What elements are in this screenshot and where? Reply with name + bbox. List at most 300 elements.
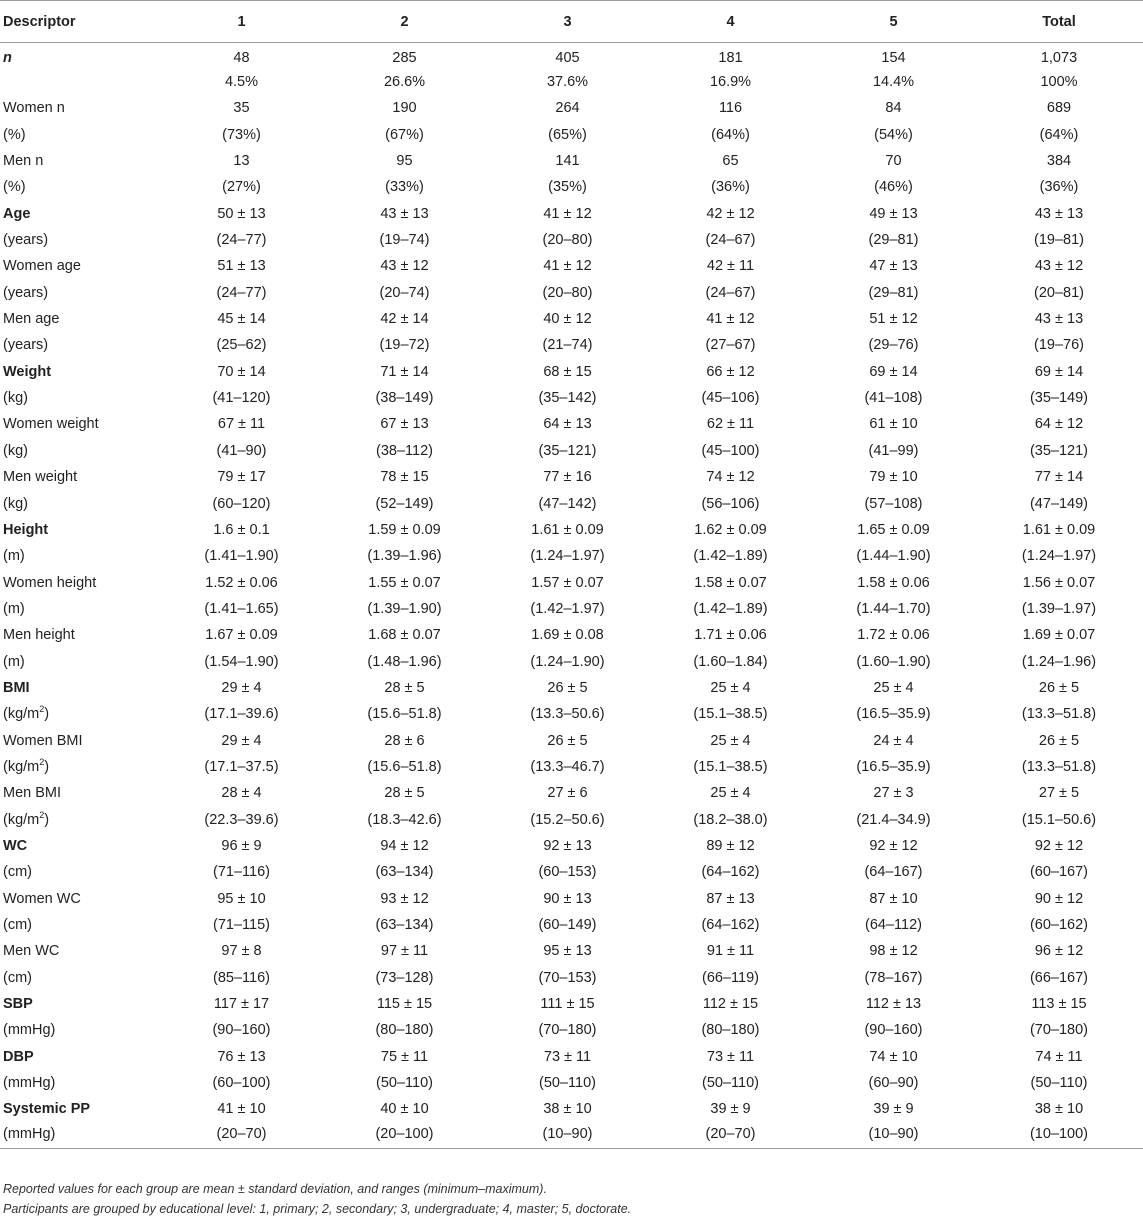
table-row <box>0 859 1143 885</box>
cell-total: 96 ± 12 <box>1034 943 1084 960</box>
cell-group-3: 41 ± 12 <box>543 258 592 275</box>
cell-group-1: (1.41–1.90) <box>204 548 279 565</box>
cell-group-1: 76 ± 13 <box>217 1048 266 1065</box>
cell-total: (19–76) <box>1034 337 1084 354</box>
row-label-text: Women weight <box>3 416 99 433</box>
cell-total: (1.24–1.96) <box>1021 653 1097 670</box>
cell-group-2: (19–74) <box>379 232 430 249</box>
cell-group-2: (52–149) <box>375 495 434 512</box>
cell-group-4: 1.62 ± 0.09 <box>694 521 767 538</box>
cell-total: 43 ± 13 <box>1034 205 1084 222</box>
row-label-text: SBP <box>3 996 33 1013</box>
cell-group-4: (20–70) <box>649 1123 812 1149</box>
cell-group-1: (17.1–39.6) <box>204 706 279 723</box>
cell-total: 1.56 ± 0.07 <box>1022 574 1096 591</box>
cell-group-4: (50–110) <box>702 1075 759 1092</box>
cell-group-2: 28 ± 5 <box>384 785 425 802</box>
cell-group-3: (13.3–50.6) <box>530 706 605 723</box>
table-row <box>0 411 1143 437</box>
table-row <box>0 965 1143 991</box>
cell-group-2: 43 ± 12 <box>380 258 429 275</box>
cell-group-4: 1.58 ± 0.07 <box>694 574 767 591</box>
cell-group-5: (54%) <box>874 126 913 143</box>
cell-group-4: 41 ± 12 <box>706 311 755 328</box>
cell-total: (20–81) <box>1034 284 1084 301</box>
row-label-text: (mmHg) <box>3 1126 56 1143</box>
cell-group-4: (1.42–1.89) <box>693 548 768 565</box>
row-label <box>0 43 160 69</box>
row-label-text: (kg) <box>3 442 28 459</box>
note-line: Reported values for each group are mean ± standard deviation, and ranges (minimum–maximum). <box>3 1182 547 1196</box>
row-label-text: (%) <box>3 126 26 143</box>
cell-group-3: 73 ± 11 <box>543 1048 592 1065</box>
row-label <box>0 1123 160 1149</box>
row-label <box>0 490 160 516</box>
cell-group-3: 77 ± 16 <box>543 469 592 486</box>
cell-total: 1,073 <box>1040 50 1078 67</box>
cell-group-3: (20–80) <box>542 284 593 301</box>
cell-group-1: 50 ± 13 <box>217 205 266 222</box>
cell-total: 26 ± 5 <box>1038 732 1080 749</box>
cell-group-4: (80–180) <box>701 1022 760 1039</box>
cell-group-4: 65 <box>722 153 739 170</box>
row-label-text: (mmHg) <box>3 1022 56 1039</box>
cell-group-2: 97 ± 11 <box>380 943 429 960</box>
header-group-5: 5 <box>812 1 975 43</box>
row-label-text: Men age <box>3 311 60 328</box>
cell-total: 90 ± 12 <box>1034 890 1084 907</box>
cell-group-3: 1.69 ± 0.08 <box>531 627 604 644</box>
cell-group-5: 25 ± 4 <box>873 679 914 696</box>
cell-group-5: (29–81) <box>868 284 919 301</box>
row-label-text: Women BMI <box>3 732 83 749</box>
cell-total: 384 <box>1046 153 1072 170</box>
row-label-text: (m) <box>3 600 25 617</box>
cell-group-4: 66 ± 12 <box>706 363 755 380</box>
row-label-text: n <box>3 50 12 67</box>
cell-group-3: (35–142) <box>538 390 597 407</box>
row-label <box>0 148 160 174</box>
cell-group-2: 43 ± 13 <box>380 205 429 222</box>
row-label-text: Height <box>3 521 49 538</box>
row-label <box>0 833 160 859</box>
cell-total: (13.3–51.8) <box>1021 706 1097 723</box>
cell-group-2: 1.68 ± 0.07 <box>368 627 441 644</box>
row-label-text: Men BMI <box>3 785 62 802</box>
table-row <box>0 201 1143 227</box>
cell-group-4: 74 ± 12 <box>706 469 755 486</box>
cell-group-2: (73–128) <box>375 969 434 986</box>
table-row <box>0 1070 1143 1096</box>
cell-group-1: 4.5% <box>224 74 259 91</box>
cell-group-3: 40 ± 12 <box>543 311 592 328</box>
cell-group-3: 1.57 ± 0.07 <box>531 574 604 591</box>
row-label <box>0 701 160 727</box>
cell-total: 74 ± 11 <box>1035 1048 1083 1065</box>
cell-group-3: (60–153) <box>538 864 597 881</box>
cell-group-4: (27–67) <box>705 337 756 354</box>
cell-group-1: (24–77) <box>216 284 267 301</box>
cell-group-5: (1.44–1.90) <box>856 548 931 565</box>
table-row <box>0 1123 1143 1149</box>
table-row <box>0 938 1143 964</box>
row-label-text: Men height <box>3 627 75 644</box>
header-group-4: 4 <box>649 1 812 43</box>
table-body <box>0 43 1143 1149</box>
cell-total: (15.1–50.6) <box>1021 811 1097 828</box>
cell-group-1: 96 ± 9 <box>221 837 262 854</box>
table-row <box>0 727 1143 753</box>
cell-group-2: 1.55 ± 0.07 <box>368 574 441 591</box>
cell-group-4: (1.42–1.89) <box>693 600 768 617</box>
cell-group-3: (1.42–1.97) <box>530 600 605 617</box>
row-label-text: (cm) <box>3 864 32 881</box>
cell-group-2: 42 ± 14 <box>380 311 429 328</box>
row-label-text: BMI <box>3 679 30 696</box>
table-row <box>0 569 1143 595</box>
row-label <box>0 543 160 569</box>
cell-group-2: 78 ± 15 <box>380 469 429 486</box>
table-row <box>0 148 1143 174</box>
cell-group-3: (70–180) <box>538 1022 597 1039</box>
cell-group-5: (1.44–1.70) <box>856 600 931 617</box>
table-row <box>0 780 1143 806</box>
row-label <box>0 780 160 806</box>
row-label-text: Men weight <box>3 469 78 486</box>
cell-total: (47–149) <box>1029 495 1089 512</box>
cell-group-3: (47–142) <box>538 495 597 512</box>
cell-group-4: (24–67) <box>705 284 756 301</box>
cell-group-3: (1.24–1.90) <box>530 653 605 670</box>
cell-group-5: 39 ± 9 <box>873 1101 914 1118</box>
cell-group-2: (1.39–1.90) <box>367 600 442 617</box>
cell-group-3: 64 ± 13 <box>543 416 592 433</box>
table-row <box>0 1044 1143 1070</box>
cell-group-1: (20–70) <box>160 1123 323 1149</box>
cell-group-1: 1.6 ± 0.1 <box>213 521 270 538</box>
cell-group-2: (20–74) <box>379 284 430 301</box>
cell-group-4: 39 ± 9 <box>710 1101 751 1118</box>
cell-total: (35–149) <box>1029 390 1089 407</box>
row-label <box>0 359 160 385</box>
cell-group-3: (13.3–46.7) <box>530 758 605 775</box>
table-row <box>0 886 1143 912</box>
cell-group-5: (78–167) <box>864 969 923 986</box>
cell-total: (50–110) <box>1030 1075 1088 1092</box>
cell-group-2: 190 <box>392 100 417 117</box>
cell-group-2: (18.3–42.6) <box>367 811 442 828</box>
cell-group-2: 28 ± 5 <box>384 679 425 696</box>
note-line: Participants are grouped by educational level: 1, primary; 2, secondary; 3, undergraduate; 4, master; 5, doctorate. <box>3 1202 632 1216</box>
cell-total: (64%) <box>1039 126 1079 143</box>
cell-group-3: 264 <box>555 100 580 117</box>
cell-total: (36%) <box>1039 179 1079 196</box>
row-label <box>0 886 160 912</box>
header-group-1: 1 <box>160 1 323 43</box>
cell-group-1: (85–116) <box>213 969 270 986</box>
table-row <box>0 385 1143 411</box>
cell-group-4: (64–162) <box>701 917 760 934</box>
cell-group-2: 28 ± 6 <box>384 732 425 749</box>
row-label <box>0 991 160 1017</box>
table-row <box>0 1096 1143 1122</box>
cell-group-4: 25 ± 4 <box>710 679 751 696</box>
cell-group-5: 51 ± 12 <box>869 311 918 328</box>
table-row <box>0 174 1143 200</box>
cell-group-4: (64%) <box>711 126 750 143</box>
cell-group-2: (67%) <box>385 126 424 143</box>
cell-group-5: (21.4–34.9) <box>856 811 931 828</box>
row-label-close-paren: ) <box>44 706 50 723</box>
cell-group-5: 49 ± 13 <box>869 205 918 222</box>
row-label-text: (kg) <box>3 495 28 512</box>
cell-group-5: 69 ± 14 <box>869 363 918 380</box>
cell-group-3: 141 <box>555 153 580 170</box>
row-label <box>0 280 160 306</box>
cell-group-2: (1.48–1.96) <box>367 653 442 670</box>
row-label-text: Age <box>3 205 31 222</box>
cell-group-3: 37.6% <box>546 74 589 91</box>
row-label-text: (m) <box>3 653 25 670</box>
cell-group-2: 115 ± 15 <box>376 996 433 1013</box>
cell-group-4: 112 ± 15 <box>702 996 759 1013</box>
header-group-3: 3 <box>486 1 649 43</box>
cell-group-4: (36%) <box>711 179 750 196</box>
cell-group-2: 67 ± 13 <box>380 416 429 433</box>
row-label <box>0 517 160 543</box>
cell-group-1: 41 ± 10 <box>217 1101 266 1118</box>
cell-group-4: 73 ± 11 <box>706 1048 755 1065</box>
cell-group-4: 1.71 ± 0.06 <box>694 627 767 644</box>
row-label-text: Women WC <box>3 890 81 907</box>
cell-total: 69 ± 14 <box>1034 363 1084 380</box>
row-label-text: Men WC <box>3 943 60 960</box>
cell-group-1: 1.67 ± 0.09 <box>205 627 278 644</box>
cell-group-1: (27%) <box>222 179 261 196</box>
table-row <box>0 543 1143 569</box>
cell-group-2: (63–134) <box>375 917 434 934</box>
cell-group-2: 26.6% <box>383 74 426 91</box>
cell-group-1: 70 ± 14 <box>217 363 266 380</box>
cell-group-5: (64–167) <box>864 864 923 881</box>
cell-total: 92 ± 12 <box>1034 837 1084 854</box>
cell-total: 113 ± 15 <box>1031 996 1087 1013</box>
cell-group-4: (18.2–38.0) <box>693 811 768 828</box>
cell-group-1: (22.3–39.6) <box>204 811 279 828</box>
cell-group-4: 87 ± 13 <box>706 890 755 907</box>
table-row <box>0 622 1143 648</box>
row-label-text: Women n <box>3 100 65 117</box>
cell-group-1: (24–77) <box>216 232 267 249</box>
table-row <box>0 43 1143 69</box>
cell-group-2: (38–112) <box>376 442 433 459</box>
cell-group-1: (90–160) <box>212 1022 271 1039</box>
table-row <box>0 912 1143 938</box>
cell-group-1: 29 ± 4 <box>221 732 262 749</box>
cell-group-2: 95 <box>396 153 413 170</box>
header-row <box>0 1 1143 43</box>
row-label <box>0 332 160 358</box>
table-row <box>0 754 1143 780</box>
cell-total: (1.24–1.97) <box>1021 548 1097 565</box>
cell-group-5: (1.60–1.90) <box>856 653 931 670</box>
cell-group-5: (29–81) <box>868 232 919 249</box>
cell-group-5: 79 ± 10 <box>869 469 918 486</box>
table-row <box>0 95 1143 121</box>
cell-group-4: (64–162) <box>701 864 760 881</box>
row-label <box>0 95 160 121</box>
row-label-close-paren: ) <box>44 811 50 828</box>
cell-group-4: 91 ± 11 <box>706 943 755 960</box>
cell-group-2: (33%) <box>385 179 424 196</box>
cell-group-5: 1.72 ± 0.06 <box>857 627 930 644</box>
table-row <box>0 701 1143 727</box>
row-label <box>0 596 160 622</box>
cell-group-4: (24–67) <box>705 232 756 249</box>
row-label-superscript: 2 <box>39 757 45 768</box>
cell-group-3: 38 ± 10 <box>543 1101 592 1118</box>
row-label <box>0 938 160 964</box>
cell-group-5: 70 <box>885 153 902 170</box>
cell-total: 43 ± 13 <box>1034 311 1084 328</box>
table-row <box>0 648 1143 674</box>
cell-group-4: 116 <box>718 100 743 117</box>
cell-group-5: (57–108) <box>864 495 923 512</box>
cell-total: 100% <box>1040 74 1078 91</box>
header-group-2: 2 <box>323 1 486 43</box>
row-label <box>0 965 160 991</box>
table-row <box>0 490 1143 516</box>
row-label-text: (years) <box>3 232 49 249</box>
row-label <box>0 806 160 832</box>
row-label <box>0 385 160 411</box>
cell-group-1: 95 ± 10 <box>217 890 266 907</box>
cell-group-3: (50–110) <box>539 1075 596 1092</box>
cell-group-5: (29–76) <box>868 337 919 354</box>
cell-group-1: (17.1–37.5) <box>204 758 279 775</box>
cell-group-5: (64–112) <box>865 917 922 934</box>
row-label <box>0 438 160 464</box>
cell-group-2: (19–72) <box>379 337 430 354</box>
cell-group-5: 1.58 ± 0.06 <box>857 574 930 591</box>
table-row <box>0 806 1143 832</box>
cell-group-3: 90 ± 13 <box>543 890 592 907</box>
cell-group-1: 48 <box>233 50 250 67</box>
table-row <box>0 122 1143 148</box>
cell-group-3: (65%) <box>548 126 587 143</box>
cell-group-2: (50–110) <box>376 1075 433 1092</box>
cell-group-1: (71–115) <box>213 917 270 934</box>
row-label-text: Women height <box>3 574 97 591</box>
cell-group-4: (45–106) <box>701 390 760 407</box>
row-label <box>0 227 160 253</box>
row-label <box>0 306 160 332</box>
cell-group-2: 285 <box>392 50 417 67</box>
cell-group-2: 94 ± 12 <box>380 837 429 854</box>
cell-group-3: 27 ± 6 <box>547 785 588 802</box>
table-row <box>0 227 1143 253</box>
cell-group-2: (20–100) <box>323 1123 486 1149</box>
row-label <box>0 464 160 490</box>
cell-group-5: 154 <box>881 50 906 67</box>
cell-group-1: (41–120) <box>212 390 271 407</box>
row-label <box>0 1017 160 1043</box>
cell-group-5: (60–90) <box>868 1075 919 1092</box>
cell-total: 1.69 ± 0.07 <box>1022 627 1096 644</box>
table-row <box>0 464 1143 490</box>
cell-total: 77 ± 14 <box>1034 469 1084 486</box>
cell-group-5: (16.5–35.9) <box>856 758 931 775</box>
row-label-text: (%) <box>3 179 26 196</box>
cell-group-3: 111 ± 15 <box>540 996 595 1013</box>
cell-group-5: 87 ± 10 <box>869 890 918 907</box>
cell-group-4: (66–119) <box>702 969 759 986</box>
cell-group-2: 71 ± 14 <box>380 363 429 380</box>
cell-group-4: 16.9% <box>709 74 752 91</box>
row-label-text: (m) <box>3 548 25 565</box>
row-label-text: Women age <box>3 258 81 275</box>
row-label-text: (mmHg) <box>3 1075 56 1092</box>
row-label <box>0 1096 160 1122</box>
cell-group-3: 68 ± 15 <box>543 363 592 380</box>
cell-group-2: (15.6–51.8) <box>367 706 442 723</box>
row-label-text: (cm) <box>3 969 32 986</box>
cell-total: (60–167) <box>1029 864 1089 881</box>
row-label <box>0 569 160 595</box>
row-label-text: Systemic PP <box>3 1101 91 1118</box>
cell-group-3: 26 ± 5 <box>547 679 588 696</box>
cell-group-2: (15.6–51.8) <box>367 758 442 775</box>
row-label-text: WC <box>3 837 28 854</box>
table-row <box>0 596 1143 622</box>
cell-group-5: (90–160) <box>864 1022 923 1039</box>
cell-group-3: 92 ± 13 <box>543 837 592 854</box>
cell-group-3: (35%) <box>548 179 587 196</box>
cell-total: 43 ± 12 <box>1034 258 1084 275</box>
cell-group-5: 27 ± 3 <box>873 785 914 802</box>
table-row <box>0 675 1143 701</box>
cell-total: (60–162) <box>1029 917 1089 934</box>
cell-group-3: 41 ± 12 <box>543 205 592 222</box>
cell-group-5: (41–108) <box>864 390 923 407</box>
cell-total: (66–167) <box>1029 969 1089 986</box>
cell-group-1: (1.54–1.90) <box>204 653 279 670</box>
cell-group-1: 45 ± 14 <box>217 311 266 328</box>
cell-group-3: (70–153) <box>538 969 597 986</box>
cell-group-3: 26 ± 5 <box>547 732 588 749</box>
cell-group-1: 28 ± 4 <box>221 785 262 802</box>
cell-group-3: (10–90) <box>486 1123 649 1149</box>
cell-group-2: (1.39–1.96) <box>367 548 442 565</box>
cell-group-2: 1.59 ± 0.09 <box>368 521 441 538</box>
row-label <box>0 912 160 938</box>
cell-group-4: 89 ± 12 <box>706 837 755 854</box>
table-row <box>0 833 1143 859</box>
cell-group-1: (41–90) <box>216 442 267 459</box>
row-label-text: (years) <box>3 284 49 301</box>
cell-group-3: 95 ± 13 <box>543 943 592 960</box>
row-label <box>0 648 160 674</box>
cell-total: (1.39–1.97) <box>1021 600 1097 617</box>
cell-group-3: 405 <box>555 50 580 67</box>
row-label-text: Weight <box>3 363 52 380</box>
row-label <box>0 253 160 279</box>
cell-group-3: (15.2–50.6) <box>530 811 605 828</box>
cell-group-5: 61 ± 10 <box>869 416 918 433</box>
cell-group-1: 51 ± 13 <box>217 258 266 275</box>
cell-group-1: 13 <box>233 153 250 170</box>
table-row <box>0 1017 1143 1043</box>
